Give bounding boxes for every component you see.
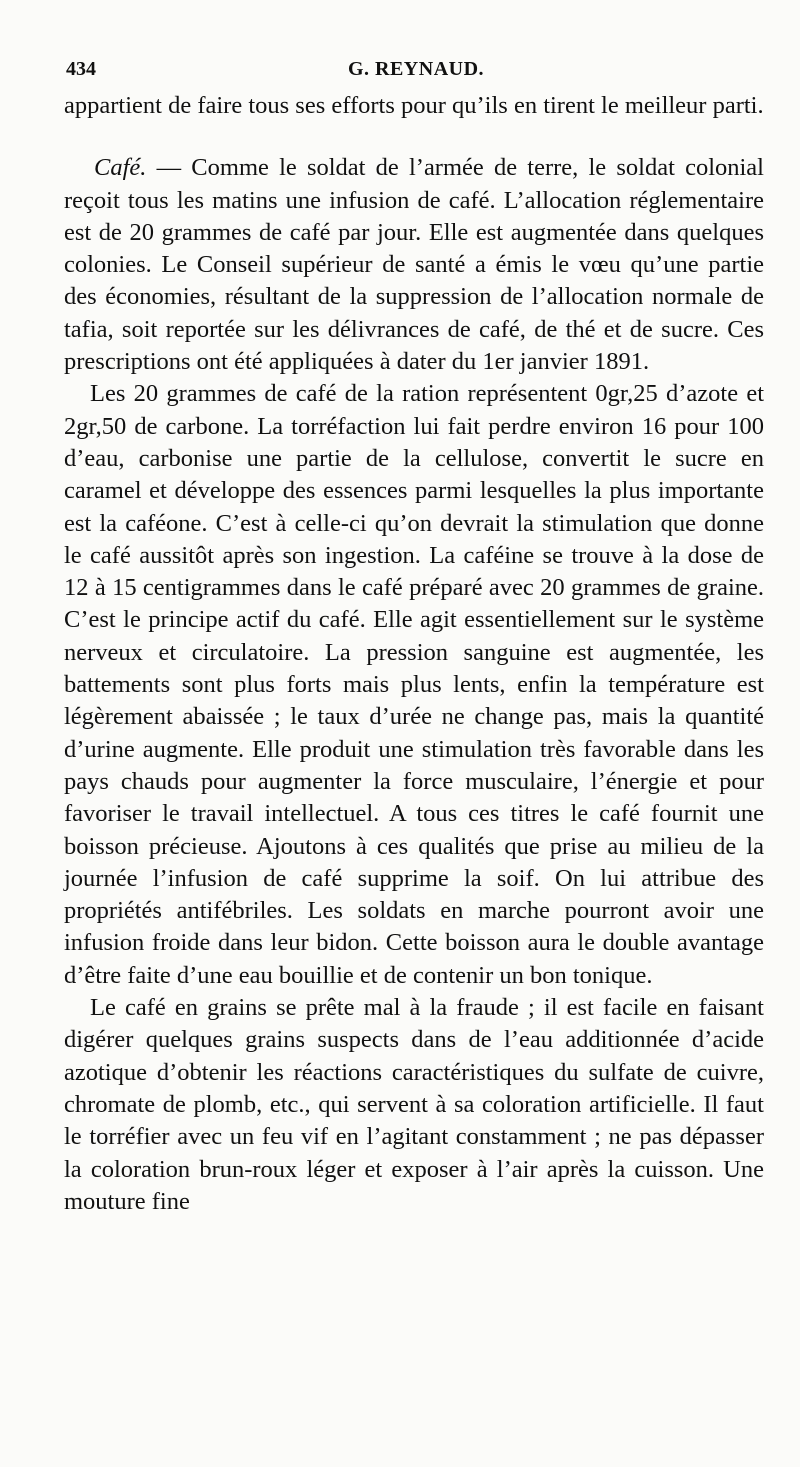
paragraph-cafe-composition: Les 20 grammes de café de la ration représentent 0gr,25 d’azote et 2gr,50 de carbone. La torréfaction lui fait perdre environ 16 pour 100 d’eau, carbonise une partie de la cellulose, convertit le sucre en caramel et développe des essences parmi lesquelles la plus importante est la caféone. C’est à celle-ci qu’on devrait la stimulation que donne le café aussitôt après son ingestion. La caféine se trouve à la dose de 12 à 15 centigrammes dans le café préparé avec 20 grammes de graine. C’est le principe actif du café. Elle agit essentiellement sur le système nerveux et circulatoire. La pression sanguine est augmentée, les battements sont plus forts mais plus lents, enfin la température est légèrement abaissée ; le taux d’urée ne change pas, mais la quantité d’urine augmente. Elle produit une stimulation très favorable dans les pays chauds pour augmenter la force musculaire, l’énergie et pour favoriser le travail intellectuel. A tous ces titres le café fournit une boisson précieuse. Ajoutons à ces qualités que prise au milieu de la journée l’infusion de café supprime la soif. On lui attribue des propriétés antifébriles. Les soldats en marche pourront avoir une infusion froide dans leur bidon. Cette boisson aura le double avantage d’être faite d’une eau bouillie et de contenir un bon tonique. <box>64 380 764 989</box>
running-header <box>66 58 766 88</box>
paragraph-cafe-fraud: Le café en grains se prête mal à la fraude ; il est facile en faisant digérer quelques grains suspects dans de l’eau additionnée d’acide azotique d’obtenir les réactions caractéristiques du sulfate de cuivre, chromate de plomb, etc., qui servent à sa coloration artificielle. Il faut le torréfier avec un feu vif en l’agitant constamment ; ne pas dépasser la coloration brun-roux léger et exposer à l’air après la cuisson. Une mouture fine <box>64 994 764 1215</box>
section-gap <box>64 122 764 152</box>
paragraph-continuation: appartient de faire tous ses efforts pour qu’ils en tirent le meilleur parti. <box>64 92 764 119</box>
section-title-cafe: Café. <box>94 154 147 182</box>
running-title: G. REYNAUD. <box>347 58 485 80</box>
body-text <box>64 90 764 1218</box>
paragraph-cafe-intro-text: — Comme le soldat de l’armée de terre, le soldat colonial reçoit tous les matins une infusion de café. L’allocation réglementaire est de 20 grammes de café par jour. Elle est augmentée dans quelques colonies. Le Conseil supérieur de santé a émis le vœu qu’une partie des économies, résultant de la suppression de l’allocation normale de tafia, soit reportée sur les délivrances de café, de thé et de sucre. Ces prescriptions ont été appliquées à dater du 1er janvier 1891. <box>64 154 764 376</box>
paragraph-cafe-intro <box>64 152 764 378</box>
page-number: 434 <box>66 58 96 80</box>
